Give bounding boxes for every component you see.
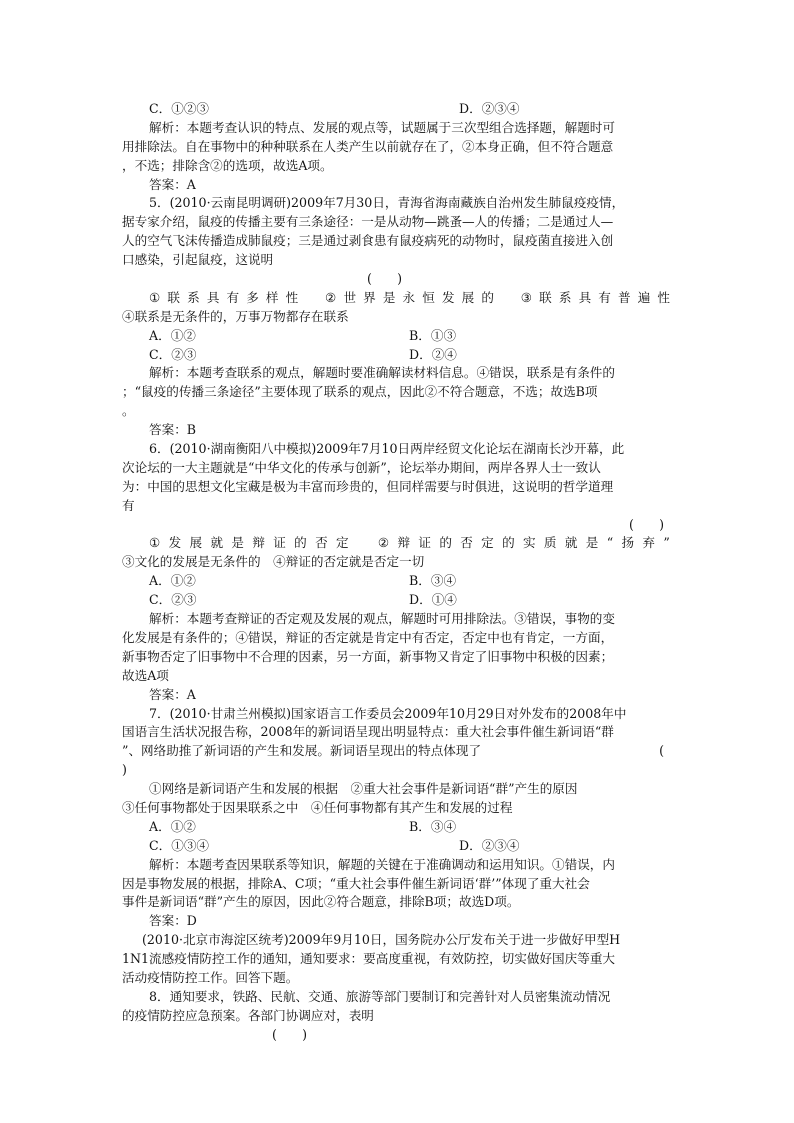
spread-char: 展 xyxy=(461,289,475,305)
options-row xyxy=(122,837,670,856)
spread-char: 是 xyxy=(382,289,396,305)
text-line: 事件是新词语“群”产生的原因，因此②符合题意，排除B项；故选D项。 xyxy=(122,894,520,910)
option-a: A．①② xyxy=(149,327,196,343)
text-line: 解析：本题考查联系的观点，解题时要准确解读材料信息。④错误，联系是有条件的 xyxy=(149,365,615,381)
options-row xyxy=(122,591,670,610)
text-line: 活动疫情防控工作。回答下题。 xyxy=(122,969,299,985)
spread-char: 系 xyxy=(187,289,200,305)
spread-char: 有 xyxy=(226,289,240,305)
spread-char: 就 xyxy=(210,535,224,551)
spread-char: 的 xyxy=(439,535,452,551)
spread-char: ③ xyxy=(520,289,533,305)
option-d: D．②③④ xyxy=(459,837,520,853)
answer-bracket-close: ) xyxy=(122,762,127,778)
question-6-stem: 6．(2010·湖南衡阳八中模拟)2009年7月10日两岸经贸文化论坛在湖南长沙开幕，此 xyxy=(149,441,625,457)
spread-char: 就 xyxy=(564,535,578,551)
text-line: ，不选；排除含②的选项，故选A项。 xyxy=(122,157,333,173)
text-line: 次论坛的一大主题就是“中华文化的传承与创新”，论坛举办期间，两岸各界人士一致认 xyxy=(122,459,601,475)
spread-char: ① xyxy=(149,535,161,551)
text-line: 解析：本题考查辩证的否定观及发展的观点，解题时可用排除法。③错误，事物的变 xyxy=(149,611,615,627)
spread-char: 辩 xyxy=(397,535,411,551)
spread-char: 世 xyxy=(343,289,357,305)
text-line-with-bracket xyxy=(122,742,670,761)
spread-char: 否 xyxy=(315,535,328,551)
answer-bracket: ( ) xyxy=(628,516,664,532)
text-line: 因是事物发展的根据，排除A、C项；“重大社会事件催生新词语‘群’”体现了重大社会 xyxy=(122,875,590,891)
question-7-stem: 7．(2010·甘肃兰州模拟)国家语言工作委员会2009年10月29日对外发布的2008年中 xyxy=(149,705,627,721)
spread-char: ② xyxy=(325,289,337,305)
option-c: C．①③④ xyxy=(149,837,210,853)
spread-char: 样 xyxy=(265,289,279,305)
spread-char: 扬 xyxy=(621,535,635,551)
options-row xyxy=(122,572,670,591)
spread-char: 的 xyxy=(481,289,494,305)
spread-char xyxy=(357,534,370,553)
spread-char: ” xyxy=(663,535,670,551)
spread-char: 辩 xyxy=(252,535,265,551)
spread-char: 联 xyxy=(167,289,180,305)
option-d: D．②④ xyxy=(409,346,457,362)
spread-char: 界 xyxy=(363,289,376,305)
spread-char: 发 xyxy=(168,535,182,551)
spread-char: 性 xyxy=(657,289,670,305)
answer-line: 答案：B xyxy=(149,422,197,438)
spread-char: 实 xyxy=(523,535,536,551)
spread-char: 证 xyxy=(273,535,286,551)
spread-char: 具 xyxy=(578,289,592,305)
spread-char: 展 xyxy=(189,535,203,551)
spread-char: 普 xyxy=(617,289,631,305)
spread-char: 的 xyxy=(294,535,307,551)
option-c: C．②③ xyxy=(149,346,197,362)
option-a: A．①② xyxy=(149,573,196,589)
text-line: 口感染，引起鼠疫，这说明 xyxy=(122,252,274,268)
answer-line: 答案：A xyxy=(149,686,196,702)
spread-char: 永 xyxy=(402,289,416,305)
spread-char: 证 xyxy=(418,535,431,551)
spread-char: 否 xyxy=(460,535,473,551)
options-row xyxy=(122,100,670,119)
options-row xyxy=(122,346,670,365)
text-line: 用排除法。自在事物中的种种联系在人类产生以前就存在了，②本身正确，但不符合题意 xyxy=(122,138,614,154)
text-segment: ”、网络助推了新词语的产生和发展。新词语呈现出的特点体现了 xyxy=(122,743,482,759)
options-row xyxy=(122,327,670,346)
answer-bracket-open: ( xyxy=(659,743,664,759)
spread-char: “ xyxy=(606,535,614,551)
question-5-stem: 5．(2010·云南昆明调研)2009年7月30日，青海省海南藏族自治州发生肺鼠疫疫情， xyxy=(149,195,625,211)
options-row xyxy=(122,818,670,837)
text-line: 解析：本题考查认识的特点、发展的观点等，试题属于三次型组合选择题，解题时可 xyxy=(149,119,615,135)
option-b: B．③④ xyxy=(409,818,457,834)
text-line: 新事物否定了旧事物中不合理的因素，另一方面，新事物又肯定了旧事物中积极的因素； xyxy=(122,648,614,664)
option-c: C．①②③ xyxy=(149,101,210,116)
spread-char: 有 xyxy=(598,289,611,305)
spread-char: 定 xyxy=(481,535,494,551)
text-line: 解析：本题考查因果联系等知识，解题的关键在于准确调动和运用知识。①错误，内 xyxy=(149,856,615,872)
spread-char: 定 xyxy=(336,535,349,551)
text-line: 。 xyxy=(122,403,135,419)
spread-char: 是 xyxy=(231,535,244,551)
answer-bracket: ( ) xyxy=(367,271,403,287)
spread-char: ① xyxy=(149,289,161,305)
spread-char xyxy=(501,289,514,308)
spread-char: 遍 xyxy=(637,289,651,305)
option-c: C．②③ xyxy=(149,592,197,608)
text-line: ③文化的发展是无条件的 ④辩证的否定就是否定一切 xyxy=(122,554,425,570)
spread-char: 质 xyxy=(543,535,557,551)
option-d: D．①④ xyxy=(409,592,457,608)
option-b: B．①③ xyxy=(409,327,457,343)
answer-line: 答案：D xyxy=(149,913,197,929)
answer-line: 答案：A xyxy=(149,176,196,192)
text-line: 故选A项 xyxy=(122,667,169,683)
option-b: B．③④ xyxy=(409,573,457,589)
text-line: 据专家介绍，鼠疫的传播主要有三条途径：一是从动物—跳蚤—人的传播；二是通过人— xyxy=(122,214,614,230)
document-page xyxy=(122,100,670,1045)
text-line: 化发展是有条件的；④错误，辩证的否定就是肯定中有否定，否定中也有肯定，一方面， xyxy=(122,629,614,645)
spread-char xyxy=(305,289,318,308)
text-line: 人的空气飞沫传播造成肺鼠疫；三是通过剥食患有鼠疫病死的动物时，鼠疫菌直接进入创 xyxy=(122,233,614,249)
question-8-stem: 8．通知要求，铁路、民航、交通、旅游等部门要制订和完善针对人员密集流动情况 xyxy=(149,988,611,1004)
text-line: 国语言生活状况报告称，2008年的新词语呈现出明显特点：重大社会事件催生新词语“群 xyxy=(122,724,614,740)
statements-spread-line xyxy=(122,534,670,553)
spread-char: 系 xyxy=(558,289,572,305)
text-line: 的疫情防控应急预案。各部门协调应对，表明 xyxy=(122,1007,374,1023)
text-line: 为：中国的思想文化宝藏是极为丰富而珍贵的，但同样需要与时俱进，这说明的哲学道理 xyxy=(122,478,614,494)
spread-char: 性 xyxy=(285,289,299,305)
spread-char: 具 xyxy=(206,289,220,305)
spread-char: 弃 xyxy=(642,535,655,551)
spread-char: ② xyxy=(377,535,390,551)
statement-line: ③任何事物都处于因果联系之中 ④任何事物都有其产生和发展的过程 xyxy=(122,799,513,815)
option-d: D．②③④ xyxy=(459,101,520,116)
text-line: 1N1流感疫情防控工作的通知，通知要求：要高度重视，有效防控，切实做好国庆等重大 xyxy=(122,951,616,967)
spread-char: 发 xyxy=(441,289,455,305)
material-intro: (2010·北京市海淀区统考)2009年9月10日，国务院办公厅发布关于进一步做好甲型H xyxy=(142,932,621,948)
spread-char: 是 xyxy=(585,535,599,551)
answer-bracket: ( ) xyxy=(272,1026,308,1042)
spread-char: 联 xyxy=(539,289,552,305)
statements-spread-line xyxy=(122,289,670,308)
text-line: 有 xyxy=(122,497,135,513)
spread-char: 多 xyxy=(246,289,259,305)
spread-char: 恒 xyxy=(422,289,435,305)
text-line: ；“鼠疫的传播三条途径”主要体现了联系的观点，因此②不符合题意，不选；故选B项 xyxy=(122,384,598,400)
option-a: A．①② xyxy=(149,818,196,834)
spread-char: 的 xyxy=(502,535,515,551)
statement-line: ①网络是新词语产生和发展的根据 ②重大社会事件是新词语“群”产生的原因 xyxy=(149,781,578,797)
text-line: ④联系是无条件的，万事万物都存在联系 xyxy=(122,308,349,324)
